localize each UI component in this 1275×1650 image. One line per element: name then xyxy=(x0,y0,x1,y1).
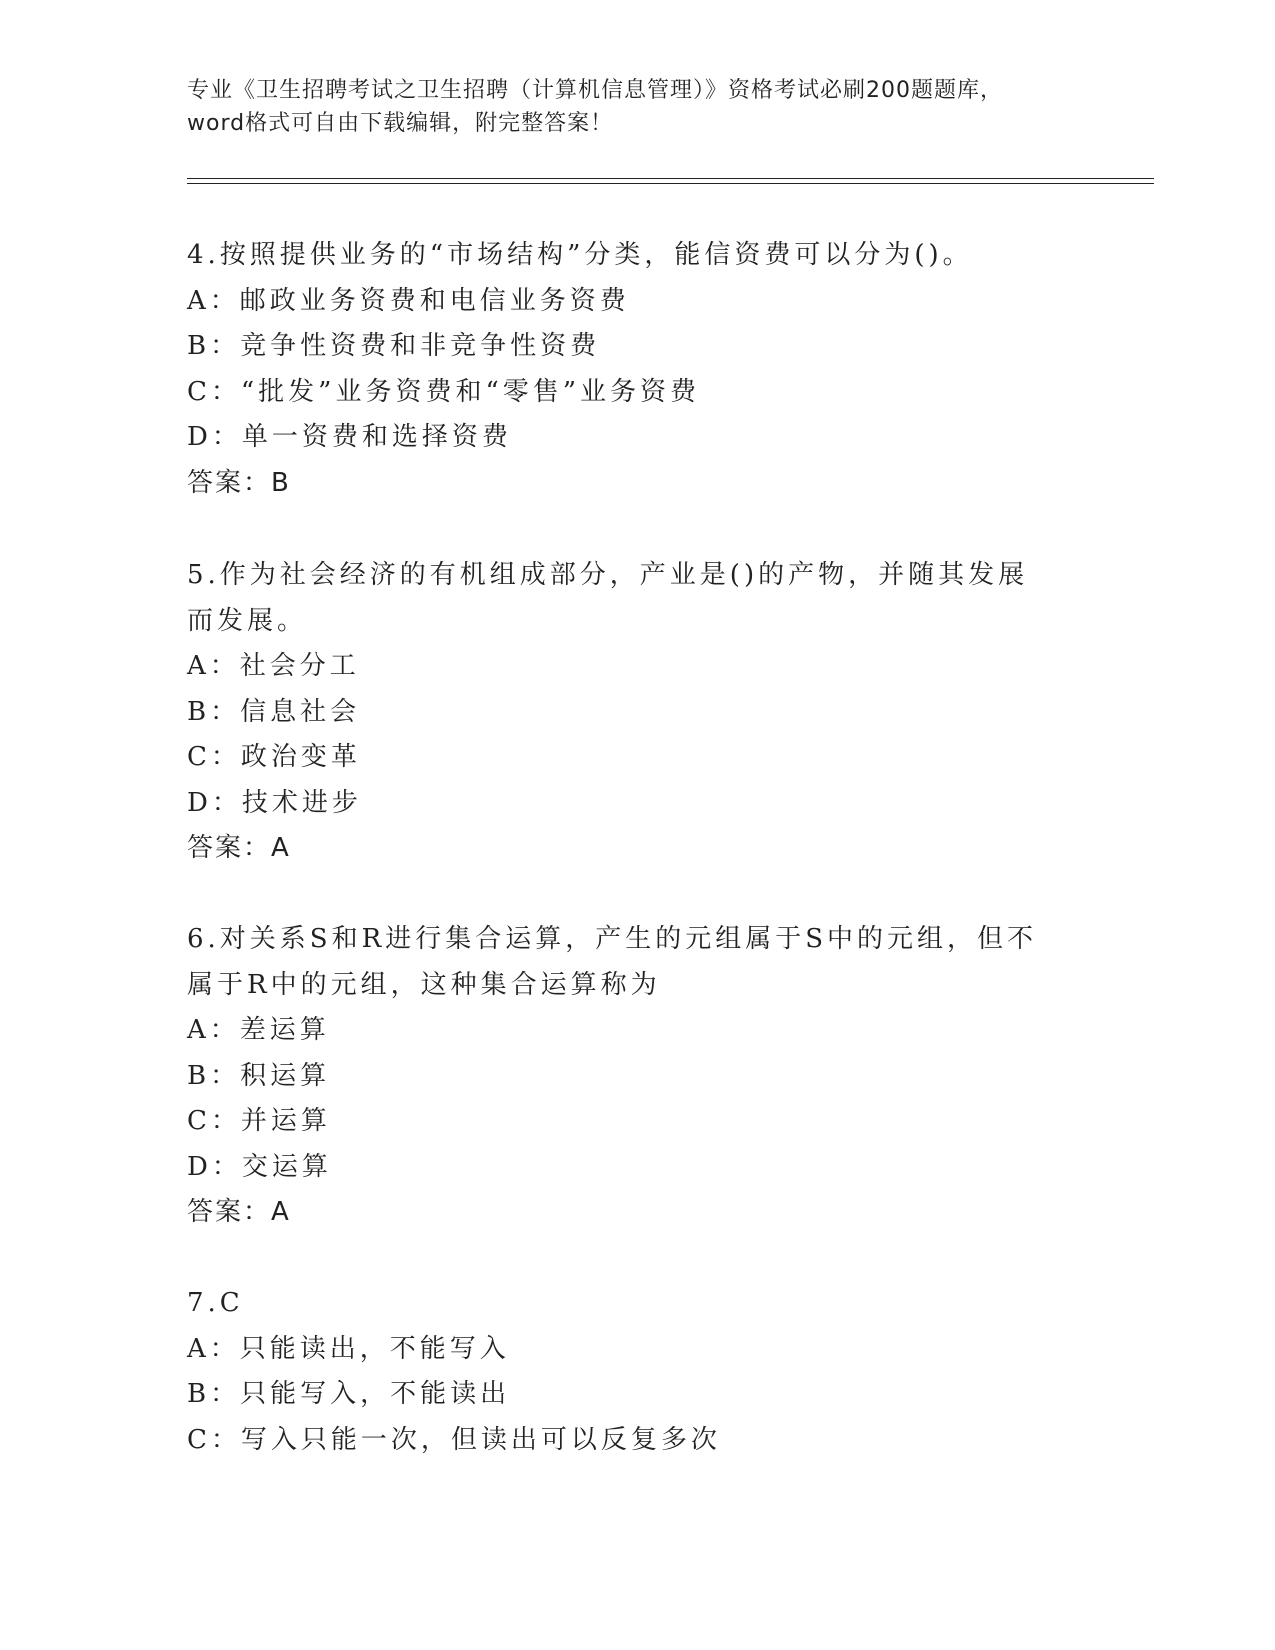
answer-label: 答案：A xyxy=(187,833,291,863)
header-divider-top xyxy=(187,178,1154,179)
question-block xyxy=(187,917,1087,1236)
question-stem: 5.作为社会经济的有机组成部分，产业是()的产物，并随其发展而发展。 xyxy=(187,560,1029,636)
question-block xyxy=(187,233,1087,506)
option-b: B：只能写入，不能读出 xyxy=(187,1379,511,1409)
option-a: A：只能读出，不能写入 xyxy=(187,1333,510,1364)
option-c: C：并运算 xyxy=(187,1106,331,1136)
option-d: D：交运算 xyxy=(187,1151,332,1182)
option-a: A：差运算 xyxy=(187,1015,330,1045)
option-b: B：竞争性资费和非竞争性资费 xyxy=(187,331,601,361)
header-divider-bottom xyxy=(187,183,1154,184)
question-stem: 4.按照提供业务的“市场结构”分类，能信资费可以分为()。 xyxy=(187,240,973,270)
question-block xyxy=(187,553,1087,872)
option-c: C：政治变革 xyxy=(187,742,361,772)
option-b: B：积运算 xyxy=(187,1060,331,1091)
header-title-line-1: 专业《卫生招聘考试之卫生招聘（计算机信息管理）》资格考试必刷200题题库， xyxy=(187,78,1003,103)
option-d: D：技术进步 xyxy=(187,787,362,818)
question-stem: 6.对关系S和R进行集合运算，产生的元组属于S中的元组，但不属于R中的元组，这种集合运算称为 xyxy=(187,924,1038,1000)
question-block xyxy=(187,1281,1087,1463)
option-b: B：信息社会 xyxy=(187,696,361,727)
option-c: C：“批发”业务资费和“零售”业务资费 xyxy=(187,376,701,407)
option-a: A：社会分工 xyxy=(187,651,360,681)
answer-label: 答案：A xyxy=(187,1197,291,1227)
option-c: C：写入只能一次，但读出可以反复多次 xyxy=(187,1424,721,1455)
document-header xyxy=(187,74,1087,140)
option-a: A：邮政业务资费和电信业务资费 xyxy=(187,285,630,316)
answer-label: 答案：B xyxy=(187,467,291,498)
option-d: D：单一资费和选择资费 xyxy=(187,422,512,452)
header-title-line-2: word格式可自由下载编辑，附完整答案！ xyxy=(187,111,614,136)
question-stem: 7.C xyxy=(187,1288,244,1318)
